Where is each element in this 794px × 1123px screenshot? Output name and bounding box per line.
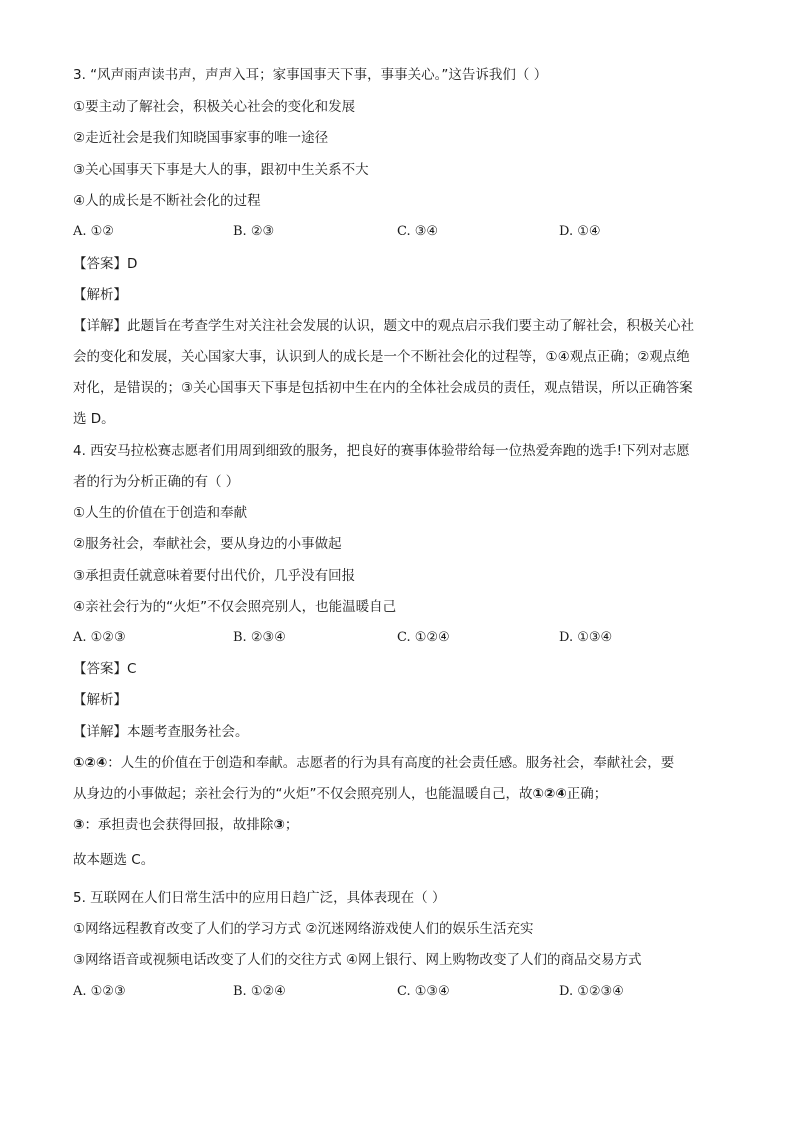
q4-detail-3-mid: ：承担责也会获得回报，故排除 [84, 817, 274, 833]
q4-item-4: ④亲社会行为的“火炬”不仅会照亮别人，也能温暖自己 [73, 599, 397, 615]
q4-answer: 【答案】C [73, 661, 137, 677]
q4-stem-line-2: 者的行为分析正确的有（ ） [73, 474, 240, 490]
q3-item-1: ①要主动了解社会，积极关心社会的变化和发展 [73, 99, 356, 115]
q4-option-c: C. ①②④ [397, 630, 450, 645]
q3-analysis-heading: 【解析】 [73, 287, 127, 303]
q3-item-2: ②走近社会是我们知晓国事家事的唯一途径 [73, 130, 329, 146]
q3-options [73, 222, 733, 242]
q4-option-b: B. ②③④ [233, 630, 286, 645]
q5-option-d: D. ①②③④ [559, 984, 624, 999]
q4-detail-1-rest: ：人生的价值在于创造和奉献。志愿者的行为具有高度的社会责任感。服务社会，奉献社会，要 [107, 755, 675, 771]
q4-detail-line-1 [73, 753, 733, 773]
q5-items-line-1: ①网络远程教育改变了人们的学习方式 ②沉迷网络游戏使人们的娱乐生活充实 [73, 921, 534, 937]
q5-stem: 5. 互联网在人们日常生活中的应用日趋广泛，具体表现在（ ） [73, 890, 446, 906]
q5-options [73, 982, 733, 1002]
q4-item-3: ③承担责任就意味着要付出代价，几乎没有回报 [73, 568, 356, 584]
q5-option-a: A. ①②③ [73, 984, 126, 999]
q4-detail-2-b: ①②④ [532, 786, 567, 802]
q3-option-b: B. ②③ [233, 224, 275, 239]
q3-detail-line-1: 【详解】此题旨在考查学生对关注社会发展的认识，题文中的观点启示我们要主动了解社会，积极关心社 [73, 318, 694, 334]
q4-detail-line-3 [73, 815, 733, 835]
q3-option-c: C. ③④ [397, 224, 439, 239]
q4-stem-line-1: 4. 西安马拉松赛志愿者们用周到细致的服务，把良好的赛事体验带给每一位热爱奔跑的选手!下列对志愿 [73, 443, 690, 459]
q4-detail-3-b: ③ [273, 817, 285, 833]
q4-option-a: A. ①②③ [73, 630, 126, 645]
q3-stem: 3. “风声雨声读书声，声声入耳；家事国事天下事，事事关心。”这告诉我们（ ） [73, 67, 548, 83]
q3-item-3: ③关心国事天下事是大人的事，跟初中生关系不大 [73, 162, 369, 178]
q3-item-4: ④人的成长是不断社会化的过程 [73, 193, 261, 209]
q4-detail-2-a: 从身边的小事做起；亲社会行为的“火炬”不仅会照亮别人，也能温暖自己，故 [73, 786, 533, 802]
q4-option-d: D. ①③④ [559, 630, 613, 645]
q3-detail-line-4: 选 D。 [73, 411, 115, 427]
q4-detail-3-lead: ③ [73, 817, 85, 833]
q3-detail-line-2: 会的变化和发展，关心国家大事，认识到人的成长是一个不断社会化的过程等，①④观点正确；②观点绝 [73, 349, 690, 365]
q3-answer: 【答案】D [73, 256, 138, 272]
q4-analysis-heading: 【解析】 [73, 692, 127, 708]
q3-detail-line-3: 对化，是错误的；③关心国事天下事是包括初中生在内的全体社会成员的责任，观点错误，所以正确答案 [73, 380, 693, 396]
q5-option-c: C. ①③④ [397, 984, 450, 999]
q4-conclusion: 故本题选 C。 [73, 852, 155, 868]
q5-option-b: B. ①②④ [233, 984, 286, 999]
q4-detail-2-c: 正确； [566, 786, 608, 802]
q4-options [73, 628, 733, 648]
q4-detail-3-c: ； [284, 817, 299, 833]
q4-item-2: ②服务社会，奉献社会，要从身边的小事做起 [73, 536, 342, 552]
q3-option-a: A. ①② [73, 224, 114, 239]
q3-option-d: D. ①④ [559, 224, 601, 239]
q4-detail-1-lead: ①②④ [73, 755, 108, 771]
q4-detail-intro: 【详解】本题考查服务社会。 [73, 724, 249, 740]
q4-item-1: ①人生的价值在于创造和奉献 [73, 505, 248, 521]
q4-detail-line-2 [73, 784, 733, 804]
q5-items-line-2: ③网络语音或视频电话改变了人们的交往方式 ④网上银行、网上购物改变了人们的商品交易方式 [73, 952, 642, 968]
